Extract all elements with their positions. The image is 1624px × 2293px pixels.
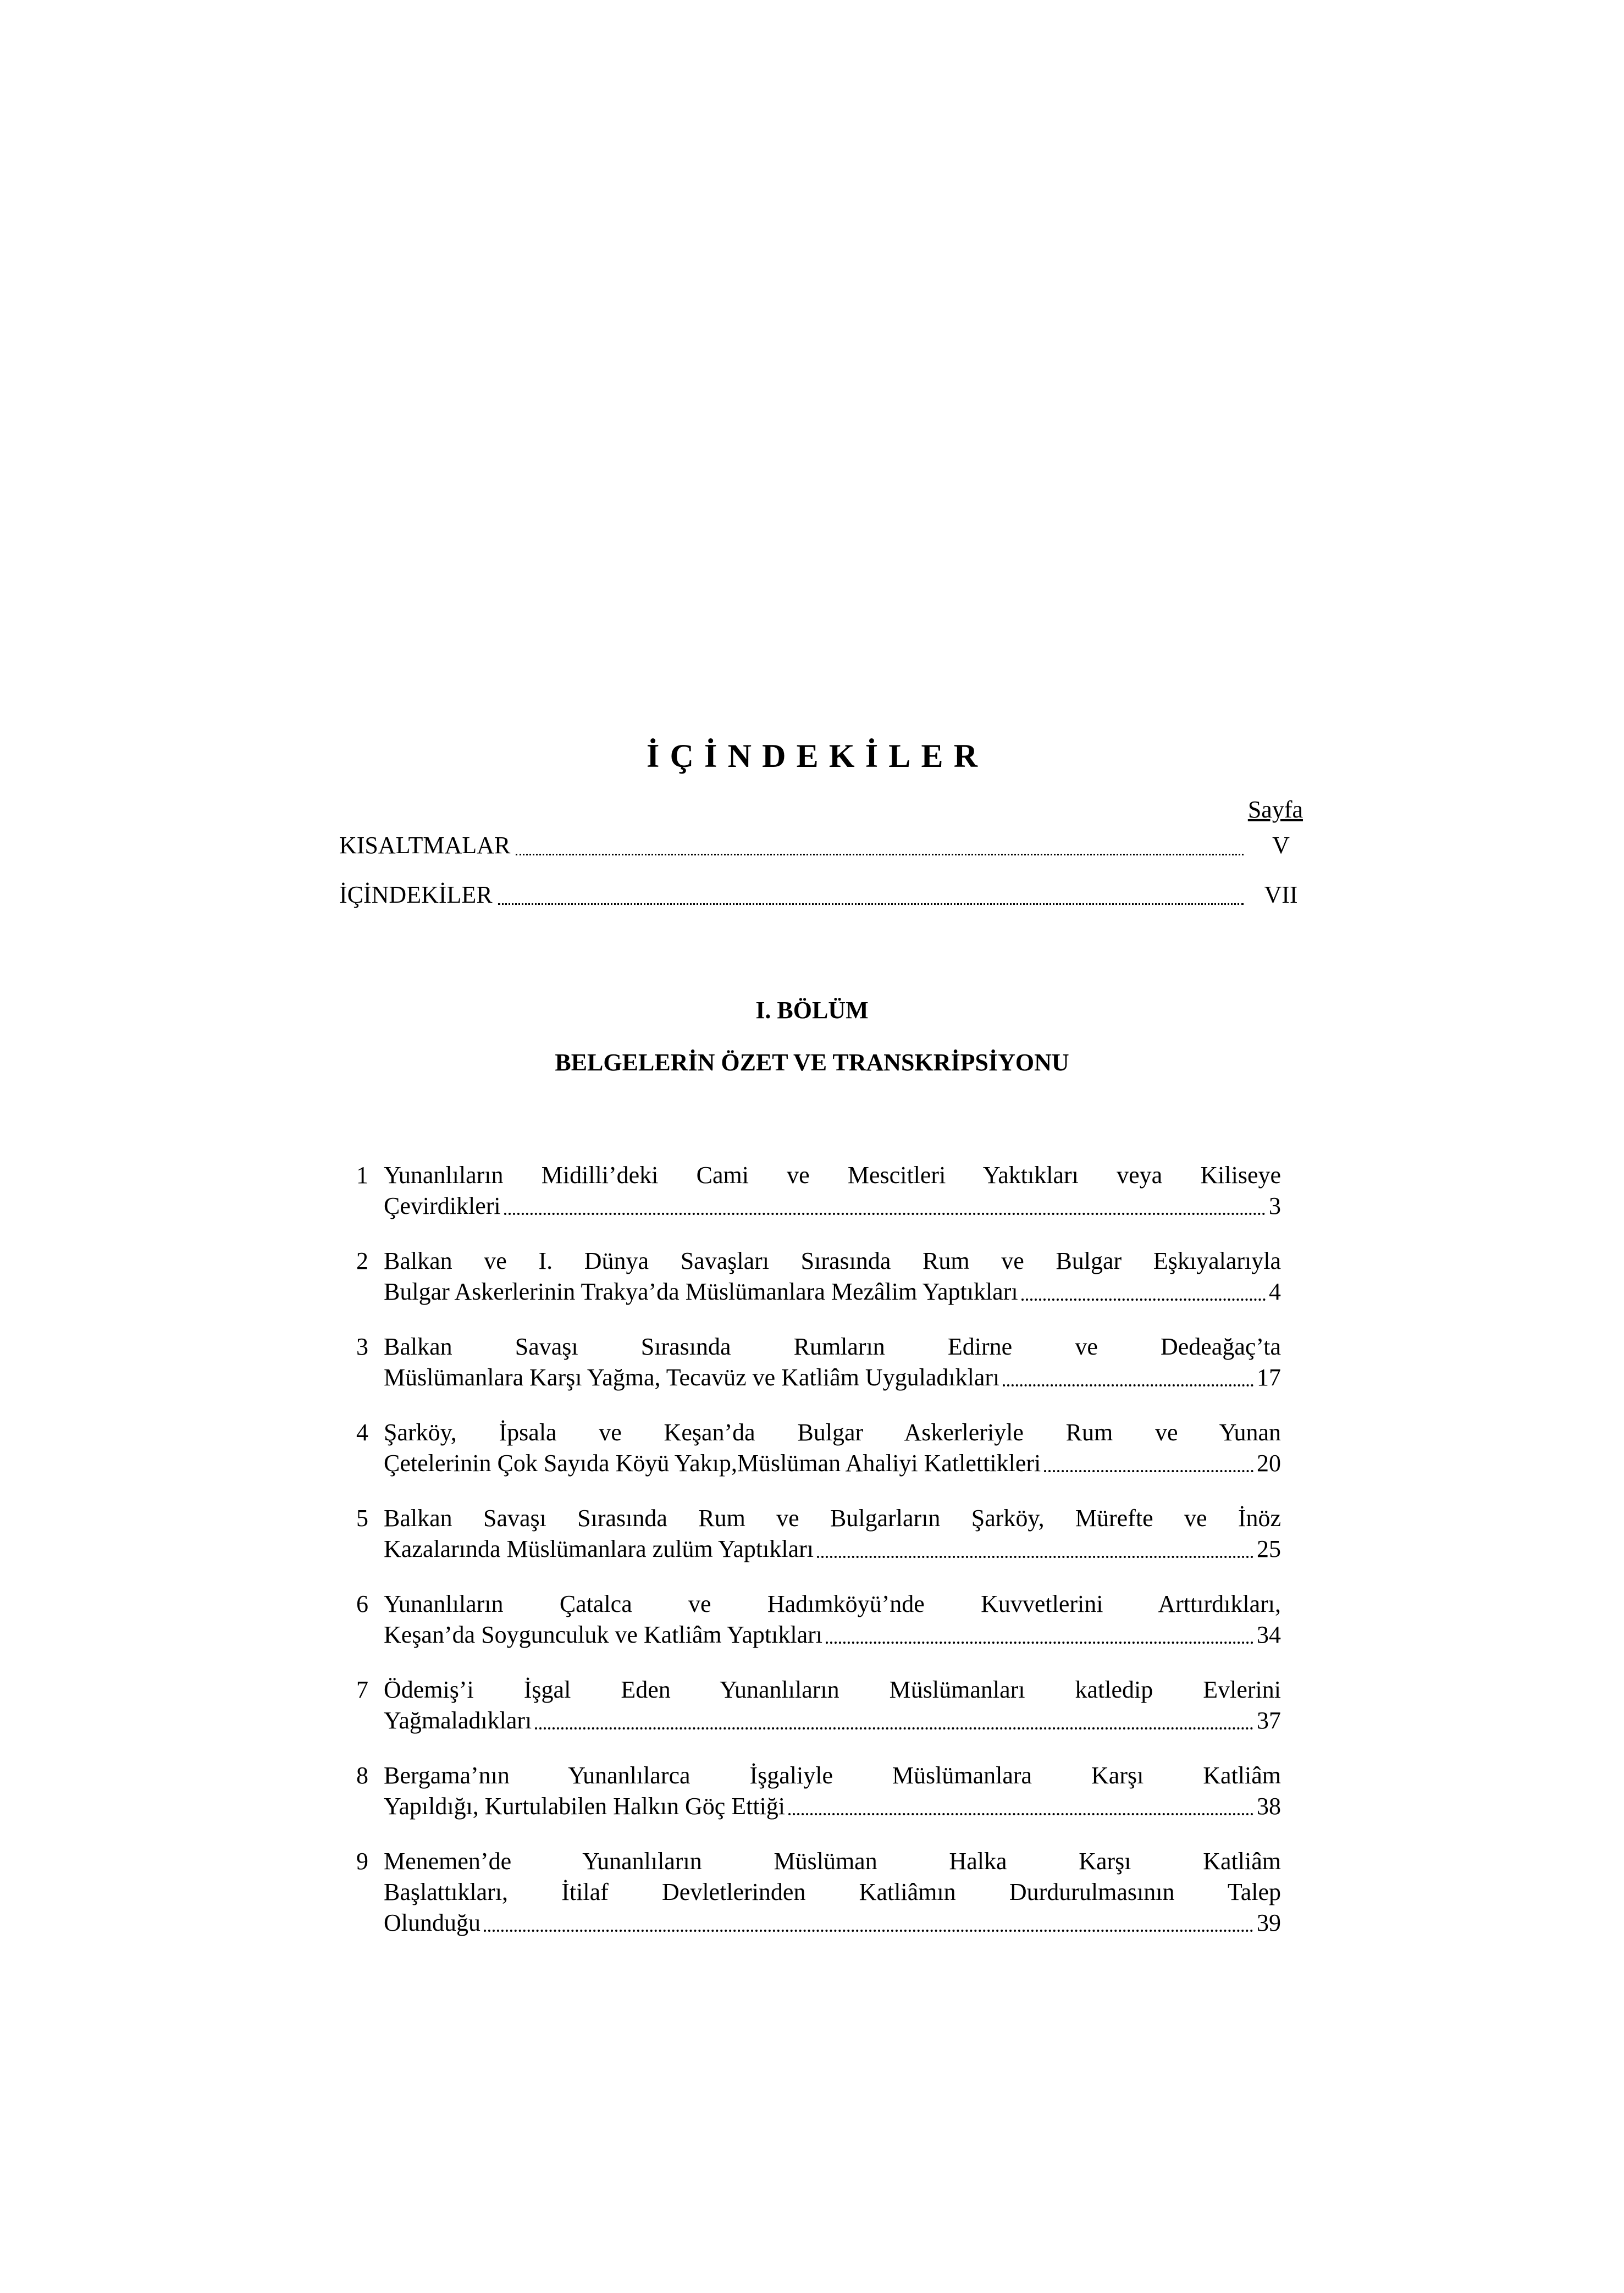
toc-entry-list [346, 1160, 1281, 1963]
toc-entry-number: 3 [356, 1333, 368, 1360]
toc-entry-title-line: Balkan Savaşı Sırasında Rumların Edirne ve Dedeağaç’ta [384, 1333, 1281, 1360]
dot-leader [516, 854, 1244, 855]
toc-entry-last-line [384, 1908, 1281, 1938]
toc-title: İÇİNDEKİLER [646, 738, 988, 774]
dot-leader [826, 1642, 1253, 1644]
toc-entry-title-line: Yunanlıların Çatalca ve Hadımköyü’nde Kuvvetlerini Arttırdıkları, [384, 1590, 1281, 1617]
toc-entry-last-line [384, 1448, 1281, 1479]
toc-entry-title-line: Balkan Savaşı Sırasında Rum ve Bulgarların Şarköy, Mürefte ve İnöz [384, 1505, 1281, 1532]
toc-entry-page: 38 [1257, 1793, 1281, 1820]
toc-entry-body [384, 1589, 1281, 1650]
toc-entry-page: 4 [1269, 1278, 1281, 1305]
toc-entry[interactable] [346, 1760, 1281, 1822]
toc-entry-last-line [384, 1277, 1281, 1307]
dot-leader [788, 1813, 1253, 1815]
toc-entry-last-line [384, 1191, 1281, 1222]
dot-leader [1044, 1470, 1253, 1472]
toc-entry-number: 9 [356, 1848, 368, 1875]
toc-entry-number: 7 [356, 1676, 368, 1703]
toc-entry-number: 2 [356, 1247, 368, 1274]
page-column-label: Sayfa [1247, 796, 1303, 823]
toc-entry-number: 6 [356, 1590, 368, 1617]
toc-entry-title-end: Kazalarında Müslümanlara zulüm Yaptıkları [384, 1535, 814, 1562]
toc-entry-title-line: Balkan ve I. Dünya Savaşları Sırasında Rum ve Bulgar Eşkıyalarıyla [384, 1247, 1281, 1274]
toc-entry-title-line: Şarköy, İpsala ve Keşan’da Bulgar Askerleriyle Rum ve Yunan [384, 1419, 1281, 1446]
part-heading: I. BÖLÜM [755, 997, 869, 1024]
toc-entry-body [384, 1331, 1281, 1393]
toc-entry-title-end: Olunduğu [384, 1909, 480, 1936]
toc-entry-body [384, 1246, 1281, 1307]
toc-entry-title-end: Müslümanlara Karşı Yağma, Tecavüz ve Katliâm Uyguladıkları [384, 1364, 1000, 1391]
toc-entry[interactable] [346, 1589, 1281, 1650]
part-subtitle: BELGELERİN ÖZET VE TRANSKRİPSİYONU [555, 1049, 1069, 1076]
toc-entry-title-end: Keşan’da Soygunculuk ve Katliâm Yaptıkları [384, 1621, 822, 1648]
toc-entry-number: 8 [356, 1762, 368, 1789]
dot-leader [1021, 1299, 1266, 1301]
toc-entry-page: 34 [1257, 1621, 1281, 1648]
toc-entry[interactable] [346, 1846, 1281, 1938]
front-matter-row[interactable] [339, 830, 1303, 861]
dot-leader [1003, 1384, 1253, 1386]
toc-entry-last-line [384, 1362, 1281, 1393]
front-matter-label: İÇİNDEKİLER [339, 881, 493, 908]
toc-entry[interactable] [346, 1246, 1281, 1307]
toc-entry-title-end: Bulgar Askerlerinin Trakya’da Müslümanlara Mezâlim Yaptıkları [384, 1278, 1018, 1305]
dot-leader [535, 1727, 1253, 1730]
toc-entry-page: 37 [1257, 1707, 1281, 1734]
toc-entry-title-line: Başlattıkları, İtilaf Devletlerinden Katliâmın Durdurulmasının Talep [384, 1878, 1281, 1905]
toc-entry-title-line: Yunanlıların Midilli’deki Cami ve Mescitleri Yaktıkları veya Kiliseye [384, 1162, 1281, 1189]
front-matter-page: VII [1264, 881, 1298, 908]
toc-entry-body [384, 1846, 1281, 1938]
front-matter-label: KISALTMALAR [339, 832, 511, 859]
dot-leader [817, 1556, 1253, 1558]
toc-entry[interactable] [346, 1160, 1281, 1222]
toc-entry-title-end: Yağmaladıkları [384, 1707, 532, 1734]
toc-entry-page: 17 [1257, 1364, 1281, 1391]
toc-entry-page: 25 [1257, 1535, 1281, 1562]
toc-entry-title-line: Menemen’de Yunanlıların Müslüman Halka Karşı Katliâm [384, 1848, 1281, 1875]
toc-entry-last-line [384, 1620, 1281, 1650]
toc-entry-title-line: Ödemiş’i İşgal Eden Yunanlıların Müslümanları katledip Evlerini [384, 1676, 1281, 1703]
toc-entry-page: 3 [1269, 1192, 1281, 1219]
toc-entry-title-end: Çetelerinin Çok Sayıda Köyü Yakıp,Müslüman Ahaliyi Katlettikleri [384, 1450, 1041, 1477]
dot-leader [504, 1213, 1266, 1215]
toc-entry-body [384, 1675, 1281, 1736]
front-matter-page: V [1272, 832, 1290, 859]
dot-leader [484, 1930, 1253, 1932]
toc-entry-page: 20 [1257, 1450, 1281, 1477]
toc-entry-last-line [384, 1791, 1281, 1822]
toc-entry-title-line: Bergama’nın Yunanlılarca İşgaliyle Müslümanlara Karşı Katliâm [384, 1762, 1281, 1789]
toc-entry[interactable] [346, 1675, 1281, 1736]
toc-entry[interactable] [346, 1503, 1281, 1565]
toc-entry-page: 39 [1257, 1909, 1281, 1936]
toc-entry-title-end: Yapıldığı, Kurtulabilen Halkın Göç Ettiği [384, 1793, 786, 1820]
dot-leader [498, 903, 1244, 905]
toc-entry-number: 1 [356, 1162, 368, 1189]
toc-entry-body [384, 1503, 1281, 1565]
toc-entry-title-end: Çevirdikleri [384, 1192, 501, 1219]
toc-entry-last-line [384, 1705, 1281, 1736]
toc-entry-number: 4 [356, 1419, 368, 1446]
toc-entry-number: 5 [356, 1505, 368, 1532]
toc-entry-body [384, 1760, 1281, 1822]
toc-entry-last-line [384, 1534, 1281, 1565]
toc-entry[interactable] [346, 1331, 1281, 1393]
toc-entry-body [384, 1160, 1281, 1222]
front-matter-row[interactable] [339, 880, 1303, 910]
toc-entry[interactable] [346, 1417, 1281, 1479]
toc-entry-body [384, 1417, 1281, 1479]
